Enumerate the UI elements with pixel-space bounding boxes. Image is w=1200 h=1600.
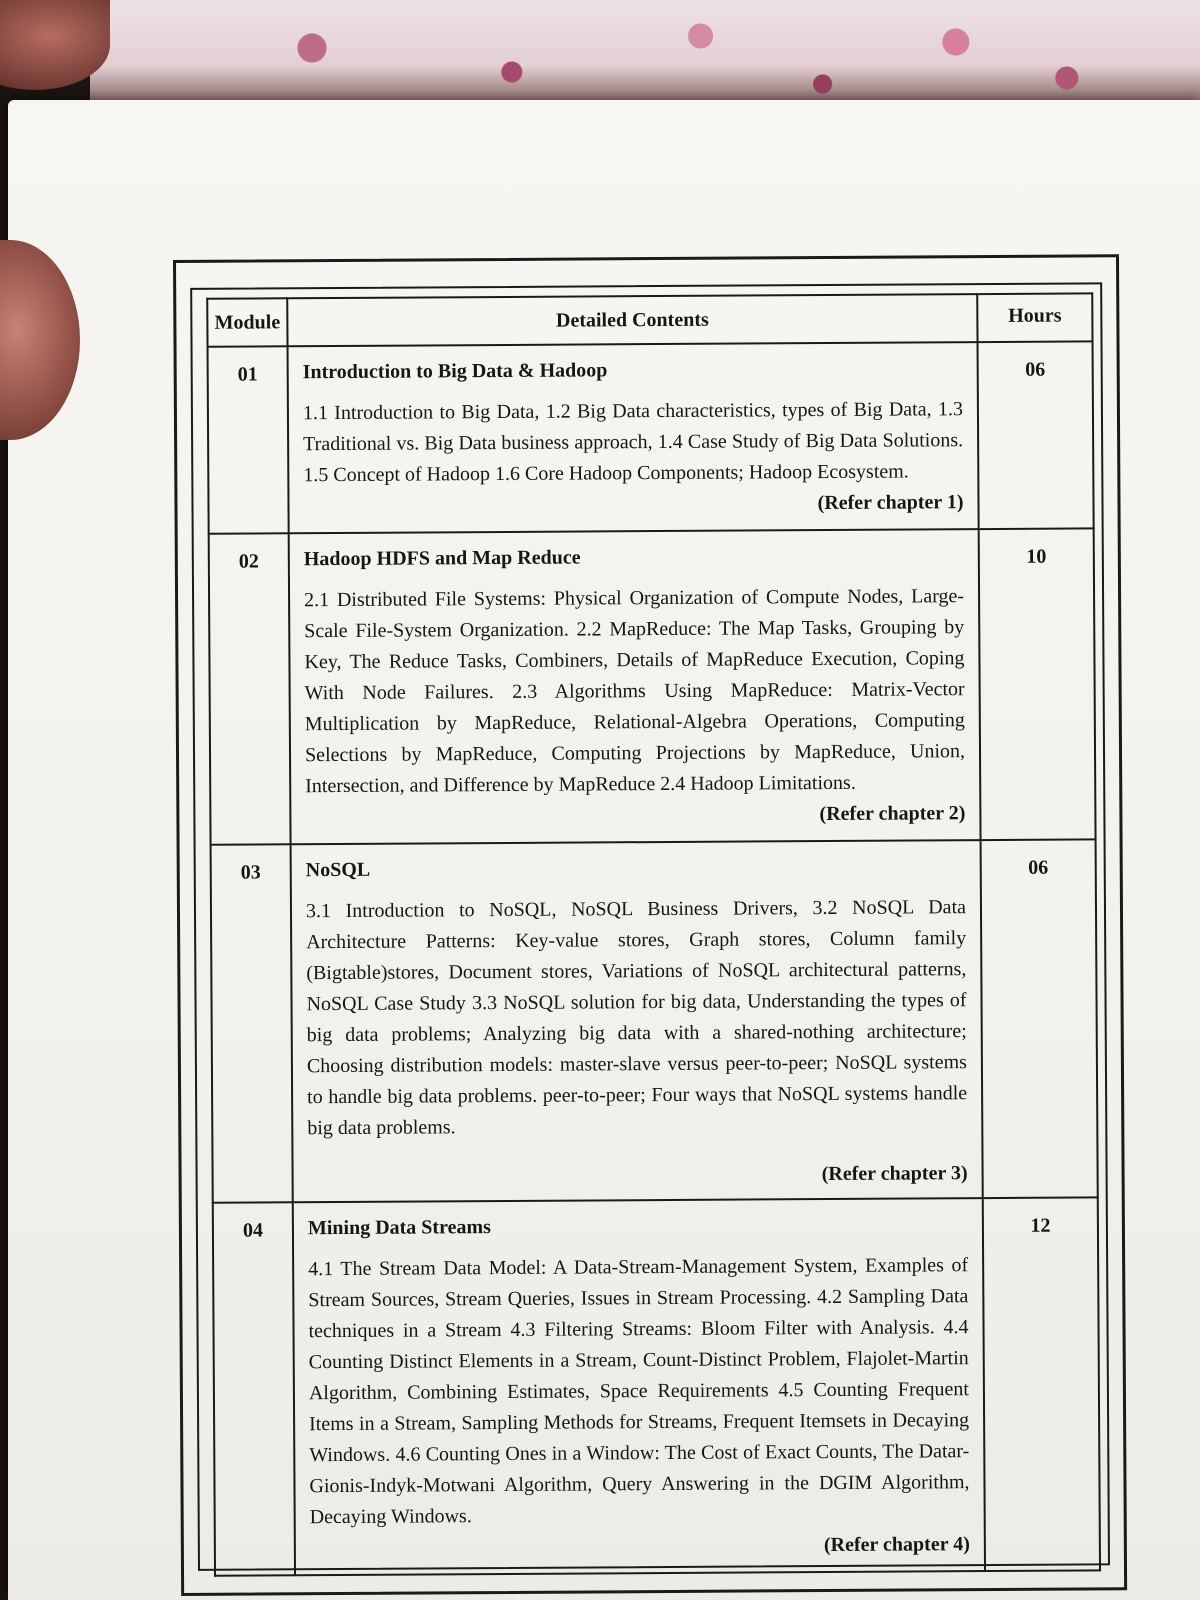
table-row <box>211 839 1098 1202</box>
table-outer-frame <box>173 254 1127 1596</box>
module-description <box>306 892 968 1193</box>
module-contents <box>289 529 981 844</box>
module-title: Hadoop HDFS and Map Reduce <box>303 546 581 571</box>
module-contents <box>293 1198 985 1575</box>
module-hours: 12 <box>983 1197 1100 1571</box>
header-module: Module <box>207 298 287 346</box>
module-number: 03 <box>211 844 293 1202</box>
module-contents <box>288 342 979 533</box>
module-number: 04 <box>213 1202 295 1575</box>
header-detailed-contents: Detailed Contents <box>287 294 977 346</box>
syllabus-page <box>8 100 1200 1600</box>
chapter-reference: (Refer chapter 2) <box>819 802 966 826</box>
table-row <box>209 528 1096 844</box>
module-title: NoSQL <box>305 858 371 882</box>
module-contents <box>291 840 983 1202</box>
module-number: 01 <box>208 346 289 533</box>
header-hours: Hours <box>977 293 1092 342</box>
module-description-text: 3.1 Introduction to NoSQL, NoSQL Business Drivers, 3.2 NoSQL Data Architecture Patterns: Key-value stores, Graph stores, Column family (Bigtable)stores, Document stores, Variations of NoSQL architectural patterns, NoSQL Case Study 3.3 NoSQL solution for big data, Understanding the types of big data problems; Analyzing big data with a shared-nothing architecture; Choosing distribution models: master-slave versus peer-to-peer; NoSQL systems to handle big data problems. peer-to-peer; Four ways that NoSQL systems handle big data problems. <box>305 896 968 1140</box>
module-description-text: 1.1 Introduction to Big Data, 1.2 Big Data characteristics, types of Big Data, 1.3 Traditional vs. Big Data business approach, 1.4 Case Study of Big Data Solutions. 1.5 Concept of Hadoop 1.6 Core Hadoop Components; Hadoop Ecosystem. <box>302 398 964 487</box>
chapter-reference: (Refer chapter 1) <box>817 491 964 515</box>
syllabus-table <box>206 292 1101 1576</box>
table-row <box>208 341 1094 533</box>
module-description <box>303 394 964 522</box>
module-title: Introduction to Big Data & Hadoop <box>302 359 608 384</box>
chapter-reference: (Refer chapter 3) <box>821 1162 968 1186</box>
module-description-text: 2.1 Distributed File Systems: Physical Organization of Compute Nodes, Large-Scale File-System Organization. 2.2 MapReduce: The Map Tasks, Grouping by Key, The Reduce Tasks, Combiners, Details of MapReduce Execution, Coping With Node Failures. 2.3 Algorithms Using MapReduce: Matrix-Vector Multiplication by MapReduce, Relational-Algebra Operations, Computing Selections by MapReduce, Computing Projections by MapReduce, Union, Intersection, and Difference by MapReduce 2.4 Hadoop Limitations. <box>304 585 966 798</box>
module-title: Mining Data Streams <box>307 1216 491 1240</box>
module-hours: 06 <box>978 341 1094 529</box>
module-description <box>308 1250 970 1564</box>
table-header-row <box>207 293 1092 346</box>
module-description-text: 4.1 The Stream Data Model: A Data-Stream-Management System, Examples of Stream Sources, Stream Queries, Issues in Stream Processing. 4.2 Sampling Data techniques in a Stream 4.3 Filtering Streams: Bloom Filter with Analysis. 4.4 Counting Distinct Elements in a Stream, Count-Distinct Problem, Flajolet-Martin Algorithm, Combining Estimates, Space Requirements 4.5 Counting Frequent Items in a Stream, Sampling Methods for Streams, Frequent Itemsets in Decaying Windows. 4.6 Counting Ones in a Window: The Cost of Exact Counts, The Datar-Gionis-Indyk-Motwani Algorithm, Query Answering in the DGIM Algorithm, Decaying Windows. <box>308 1254 970 1529</box>
module-hours: 10 <box>979 528 1096 840</box>
module-description <box>304 581 966 833</box>
module-number: 02 <box>209 533 291 844</box>
module-hours: 06 <box>981 839 1098 1198</box>
table-row <box>213 1197 1100 1575</box>
chapter-reference: (Refer chapter 4) <box>823 1533 970 1557</box>
